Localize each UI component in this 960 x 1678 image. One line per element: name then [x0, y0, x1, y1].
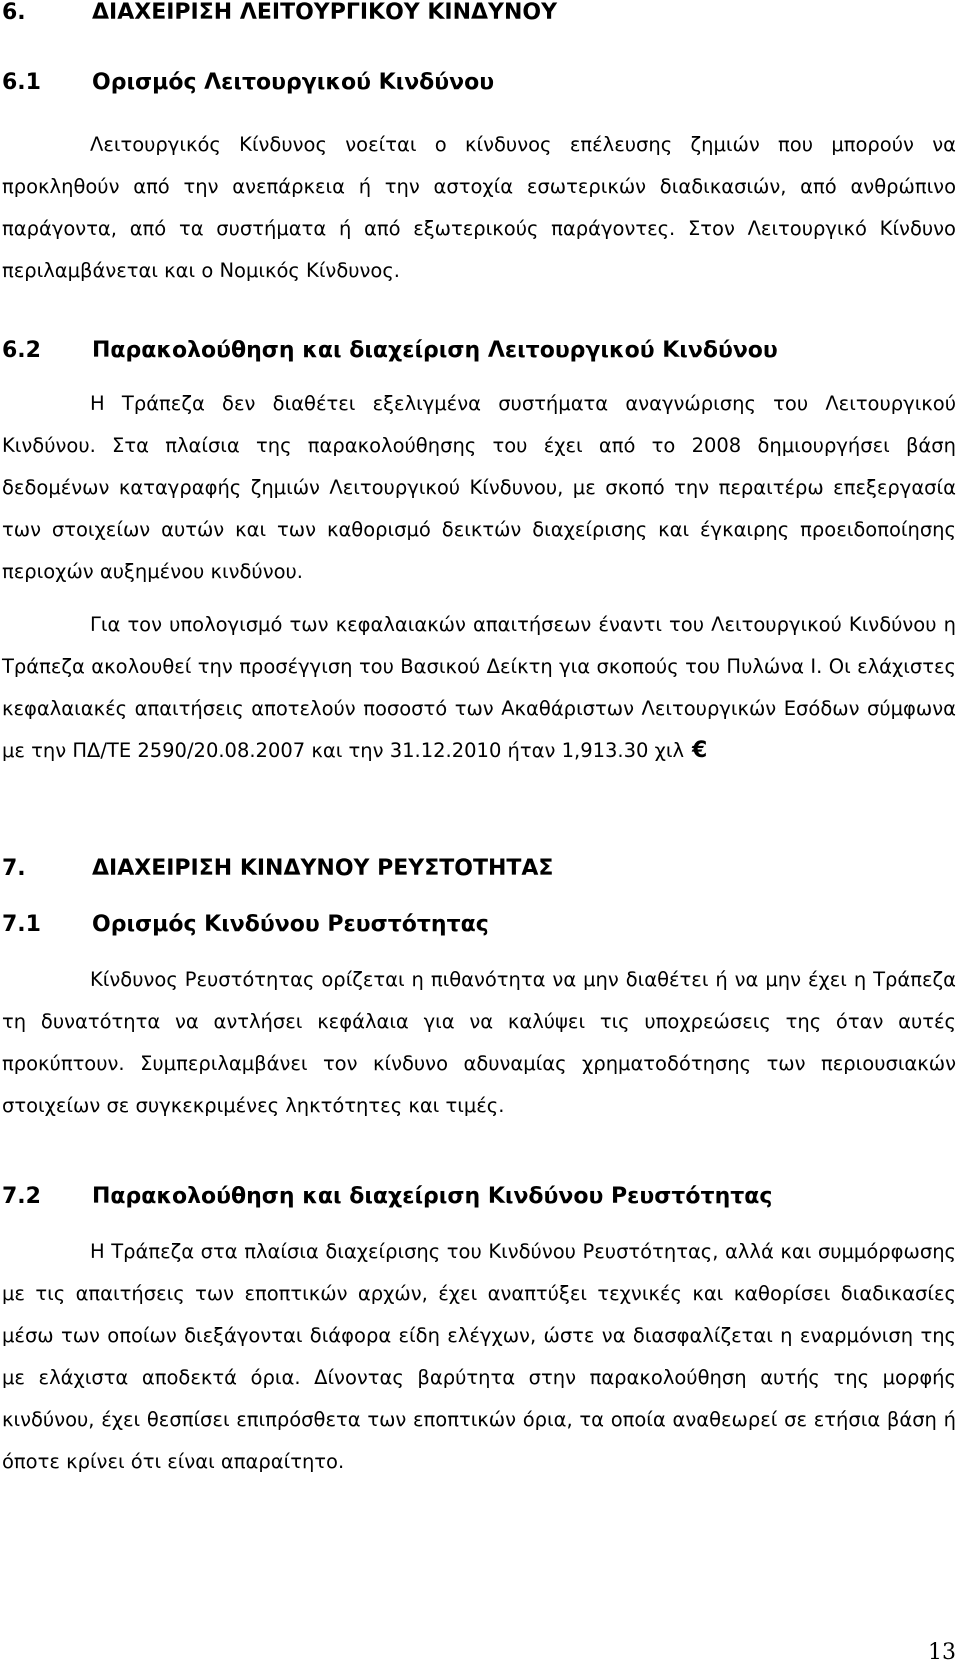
section-number: 6. [2, 0, 26, 25]
section-title: Παρακολούθηση και διαχείριση Κινδύνου Ρευστότητας [92, 1184, 773, 1209]
section-6-2-paragraph-2 [2, 604, 956, 772]
section-6-1-heading [2, 70, 494, 95]
section-6-1-paragraph: Λειτουργικός Κίνδυνος νοείται ο κίνδυνος επέλευσης ζημιών που μπορούν να προκληθούν από την ανεπάρκεια ή την αστοχία εσωτερικών διαδικασιών, από ανθρώπινο παράγοντα, από τα συστήματα ή από εξωτερικούς παράγοντες. Στον Λειτουργικό Κίνδυνο περιλαμβάνεται και ο Νομικός Κίνδυνος. [2, 133, 956, 282]
section-6-heading [2, 0, 557, 25]
section-7-2-heading [2, 1184, 772, 1209]
section-title: Παρακολούθηση και διαχείριση Λειτουργικού Κινδύνου [92, 338, 778, 363]
section-title: ΔΙΑΧΕΙΡΙΣΗ ΚΙΝΔΥΝΟΥ ΡΕΥΣΤΟΤΗΤΑΣ [92, 856, 554, 881]
section-7-heading [2, 856, 553, 881]
section-title: Ορισμός Κινδύνου Ρευστότητας [92, 912, 489, 937]
section-number: 7.2 [2, 1184, 41, 1209]
section-title: Ορισμός Λειτουργικού Κινδύνου [92, 70, 495, 95]
section-7-2-paragraph: Η Τράπεζα στα πλαίσια διαχείρισης του Κινδύνου Ρευστότητας, αλλά και συμμόρφωσης με τις απαιτήσεις των εποπτικών αρχών, έχει αναπτύξει τεχνικές και καθορίσει διαδικασίες μέσω των οποίων διεξάγονται διάφορα είδη ελέγχων, ώστε να διασφαλίζεται η εναρμόνιση της με ελάχιστα αποδεκτά όρια. Δίνοντας βαρύτητα στην παρακολούθηση αυτής της μορφής κινδύνου, έχει θεσπίσει επιπρόσθετα των εποπτικών όρια, τα οποία αναθεωρεί σε ετήσια βάση ή όποτε κρίνει ότι είναι απαραίτητο. [2, 1240, 956, 1473]
page-number: 13 [928, 1640, 956, 1665]
section-6-2-heading [2, 338, 778, 363]
section-number: 6.2 [2, 338, 41, 363]
section-number: 7. [2, 856, 26, 881]
section-7-1-heading [2, 912, 489, 937]
section-number: 6.1 [2, 70, 41, 95]
section-number: 7.1 [2, 912, 41, 937]
section-7-1-paragraph: Κίνδυνος Ρευστότητας ορίζεται η πιθανότητα να μην διαθέτει ή να μην έχει η Τράπεζα τη δυνατότητα να αντλήσει κεφάλαια για να καλύψει τις υποχρεώσεις της όταν αυτές προκύπτουν. Συμπεριλαμβάνει τον κίνδυνο αδυναμίας χρηματοδότησης των περιουσιακών στοιχείων σε συγκεκριμένες ληκτότητες και τιμές. [2, 968, 956, 1117]
euro-symbol: € [692, 738, 708, 763]
paragraph-text: Για τον υπολογισμό των κεφαλαιακών απαιτήσεων έναντι του Λειτουργικού Κινδύνου η Τράπεζα ακολουθεί την προσέγγιση του Βασικού Δείκτη για σκοπούς του Πυλώνα Ι. Οι ελάχιστες κεφαλαιακές απαιτήσεις αποτελούν ποσοστό των Ακαθάριστων Λειτουργικών Εσόδων σύμφωνα με την ΠΔ/ΤΕ 2590/20.08.2007 και την 31.12.2010 ήταν 1,913.30 χιλ [2, 613, 956, 762]
section-6-2-paragraph-1: Η Τράπεζα δεν διαθέτει εξελιγμένα συστήματα αναγνώρισης του Λειτουργικού Κινδύνου. Στα πλαίσια της παρακολούθησης του έχει από το 2008 δημιουργήσει βάση δεδομένων καταγραφής ζημιών Λειτουργικού Κίνδυνου, με σκοπό την περαιτέρω επεξεργασία των στοιχείων αυτών και των καθορισμό δεικτών διαχείρισης και έγκαιρης προειδοποίησης περιοχών αυξημένου κινδύνου. [2, 392, 956, 583]
section-title: ΔΙΑΧΕΙΡΙΣΗ ΛΕΙΤΟΥΡΓΙΚΟΥ ΚΙΝΔΥΝΟΥ [92, 0, 558, 25]
